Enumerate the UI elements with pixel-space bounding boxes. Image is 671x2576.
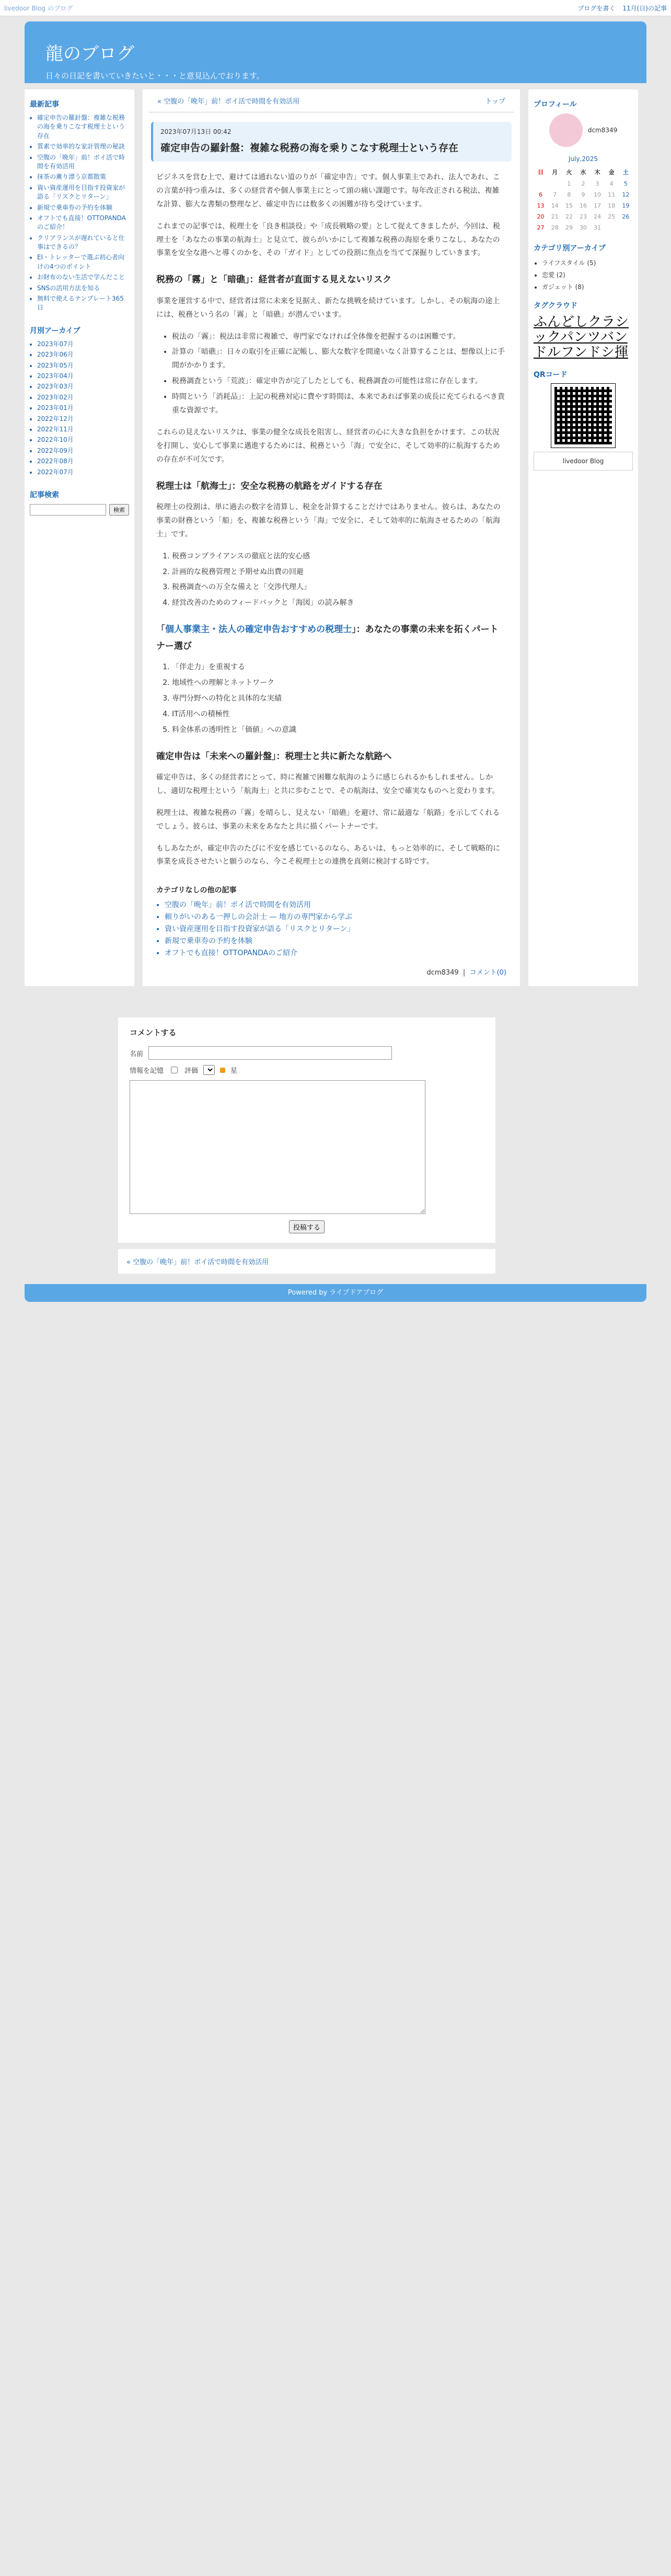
recommended-tax-accountant-link[interactable]: 個人事業主・法人の確定申告おすすめの税理士	[165, 624, 352, 635]
calendar-day: 8	[567, 191, 571, 198]
recent-post-link[interactable]: • クリアランスが遅れていると仕事はできるの？	[37, 234, 129, 252]
post-heading: 税理士は「航海士」：安全な税務の航路をガイドする存在	[156, 480, 383, 491]
related-post-link[interactable]: • 新規で乗車券の予約を体験	[165, 935, 506, 946]
related-post-link[interactable]: • 空腹の「晩年」前！ボイ活で時間を有効活用	[165, 899, 506, 910]
post-byline: dcm8349 | コメント(0)	[426, 969, 506, 977]
risk-item: • 税法の「霧」：税法は非常に複雑で、専門家でなければ全体像を把握するのは困難です。	[172, 330, 506, 344]
calendar-day: 30	[579, 224, 587, 231]
post-paragraph: これまでの記事では、税理士を「良き相談役」や「成長戦略の要」として捉えてきましたが、今回は、税理士を「あなたの事業の航海士」と見立て、彼らがいかにして複雑な税務の海原を乗りこなし、あなたの事業を安全な港へと導くのかを、その「ガイド」としての役割に焦点を当てて深掘りしていきます。	[156, 222, 500, 258]
risk-item: • 計算の「暗礁」：日々の取引を正確に記帳し、膨大な数字を間違いなく計算することは、想像以上に手間がかかります。	[172, 346, 506, 373]
post-paragraph: 確定申告は、多くの経営者にとって、時に複雑で困難な航海のように感じられるかもしれません。しかし、適切な税理士という「航海士」と共に歩むことで、その航海は、安全で確実なものへと変わります。	[156, 773, 500, 795]
calendar-day: 12	[622, 191, 630, 198]
calendar-day: 5	[623, 180, 628, 187]
pager-top	[149, 89, 514, 112]
calendar-day: 14	[551, 202, 559, 209]
calendar-title: July,2025	[569, 155, 598, 163]
prev-post-link[interactable]: « 空腹の「晩年」前！ボイ活で時間を有効活用	[157, 98, 300, 106]
archive-month-link[interactable]: • 2023年04月	[37, 372, 129, 381]
related-post-link[interactable]: • オフトでも直接！OTTOPANDAのご紹介	[165, 947, 506, 958]
remember-checkbox[interactable]	[171, 1067, 178, 1073]
comment-textarea[interactable]	[130, 1080, 425, 1214]
archive-title: 月別アーカイブ	[30, 326, 80, 335]
heading-quote-open: 「	[156, 624, 165, 635]
category-link[interactable]: • 恋愛 (2)	[542, 269, 633, 281]
post-header	[151, 122, 512, 162]
comment-form	[118, 1017, 495, 1243]
recent-posts-list	[30, 113, 129, 313]
footer: Powered by ライブドアブログ	[25, 1284, 646, 1302]
archive-month-link[interactable]: • 2022年09月	[37, 446, 129, 455]
search-title: 記事検索	[30, 490, 59, 499]
calendar-day: 1	[567, 180, 571, 187]
top-bar	[0, 0, 671, 16]
post-heading: 確定申告は「未来への羅針盤」：税理士と共に新たな航路へ	[156, 751, 392, 762]
tag-cloud-title: タグクラウド	[534, 302, 577, 311]
risk-item: • 税務調査という「荒波」：確定申告が完了したとしても、税務調査の可能性は常に存在します。	[172, 375, 506, 388]
recent-post-link[interactable]: • 確定申告の羅針盤：複雑な税務の海を乗りこなす税理士という存在	[37, 113, 129, 141]
calendar-day-header: 日	[538, 169, 544, 176]
search-input[interactable]	[30, 504, 106, 516]
calendar-day: 10	[594, 191, 601, 198]
post-paragraph: 税理士の役割は、単に過去の数字を清算し、税金を計算することだけではありません。彼らは、あなたの事業の財務という「船」を、複雑な税務という「海」で安全に、そして効率的に航海させるための「航海士」です。	[156, 503, 501, 539]
calendar-day: 18	[608, 202, 616, 209]
post-heading-link	[156, 622, 506, 655]
archive-month-link[interactable]: • 2022年08月	[37, 457, 129, 466]
calendar-day: 9	[581, 191, 585, 198]
recent-post-link[interactable]: • 無料で使えるテンプレート365日	[37, 294, 129, 313]
risk-list	[156, 330, 506, 418]
profile-box	[534, 113, 633, 147]
name-label: 名前	[130, 1050, 144, 1058]
name-field[interactable]	[148, 1046, 392, 1060]
calendar-day: 19	[622, 202, 630, 209]
logo-sep-text: のブログ	[48, 4, 73, 12]
calendar-day: 22	[565, 213, 573, 220]
blog-header	[25, 21, 646, 83]
comment-title: コメントする	[130, 1028, 177, 1038]
calendar-day: 15	[565, 202, 573, 209]
comments-link[interactable]: コメント(0)	[469, 969, 506, 977]
role-item: 1. 税務コンプライアンスの徹底と法的安心感	[172, 550, 506, 564]
calendar-day: 13	[537, 202, 545, 209]
profile-user[interactable]: dcm8349	[587, 127, 618, 134]
archive-month-link[interactable]: • 2023年02月	[37, 393, 129, 402]
choose-list	[156, 661, 506, 737]
calendar-day: 4	[609, 180, 614, 187]
calendar-day: 29	[565, 224, 573, 231]
livedoor-badge[interactable]: livedoor Blog	[534, 452, 633, 471]
calendar-day-header: 木	[594, 169, 600, 176]
recent-post-link[interactable]: • EI・トレッターで選ぶ初心者向けの4つのポイント	[37, 253, 129, 271]
category-title: カテゴリ別アーカイブ	[534, 244, 606, 253]
calendar-day	[548, 178, 562, 189]
recent-post-link[interactable]: • 質素で効率的な家計管理の秘訣	[37, 142, 129, 151]
post-body	[143, 162, 520, 869]
archive-month-link[interactable]: • 2022年07月	[37, 468, 129, 477]
archive-month-link[interactable]: • 2022年10月	[37, 436, 129, 444]
risk-item: • 時間という「消耗品」：上記の税務対応に費やす時間は、本来であれば事業の成長に充てられるべき貴重な資源です。	[172, 391, 506, 418]
main-content	[143, 89, 520, 986]
archive-month-link[interactable]: • 2022年11月	[37, 425, 129, 434]
author-name[interactable]: dcm8349	[426, 969, 459, 977]
archive-month-link[interactable]: • 2023年07月	[37, 340, 129, 349]
calendar-day: 24	[594, 213, 601, 220]
calendar-day: 2	[581, 180, 585, 187]
calendar-day: 31	[594, 224, 601, 231]
category-list	[534, 257, 633, 293]
choose-item: 2. 地域性への理解とネットワーク	[172, 677, 506, 690]
related-post-link[interactable]: • 頼りがいのある一押しの会計士 — 地方の専門家から学ぶ	[165, 911, 506, 922]
daily-articles-link[interactable]: 11月(日)の記事	[622, 4, 667, 12]
post-paragraph: もしあなたが、確定申告のたびに不安を感じているのなら、あるいは、もっと効率的に、そして戦略的に事業を成長させたいと願うのなら、今こそ税理士との連携を真剣に検討する時です。	[156, 844, 500, 866]
avatar[interactable]	[549, 113, 583, 147]
calendar-day: 23	[579, 213, 587, 220]
related-title: カテゴリなしの他の記事	[156, 886, 237, 895]
calendar-day: 16	[579, 202, 587, 209]
heading-rest: 」：あなたの事業の未来を拓くパートナー選び	[156, 624, 499, 651]
recent-post-link[interactable]: • 資い資産運用を目指す投資家が語る「リスクとリターン」	[37, 184, 129, 202]
top-link[interactable]: トップ	[485, 98, 505, 106]
post-title[interactable]: 確定申告の羅針盤：複雑な税務の海を乗りこなす税理士という存在	[160, 142, 459, 154]
calendar-day: 20	[537, 213, 545, 220]
role-item: 3. 税務調査への万全な備えと「交渉代理人」	[172, 581, 506, 594]
calendar-day-header: 水	[580, 169, 586, 176]
remember-label: 情報を記憶	[130, 1067, 164, 1075]
qr-title: QRコード	[534, 371, 568, 380]
archive-month-link[interactable]: • 2023年05月	[37, 361, 129, 370]
logo-text: livedoor	[4, 4, 30, 12]
calendar-day: 11	[608, 191, 616, 198]
choose-item: 4. IT活用への積極性	[172, 708, 506, 722]
role-item: 4. 経営改善のためのフィードバックと「海図」の読み解き	[172, 597, 506, 610]
related-posts	[156, 885, 506, 958]
recent-posts-title: 最新記事	[30, 100, 59, 109]
recent-post-link[interactable]: • 空腹の「晩年」前！ボイ活で時間を有効活用	[37, 153, 129, 171]
archive-list	[30, 340, 129, 477]
post-paragraph: 税理士は、複雑な税務の「霧」を晴らし、見えない「暗礁」を避け、常に最適な「航路」を示してくれるでしょう。彼らは、事業の未来をあなたと共に描くパートナーです。	[156, 808, 500, 831]
calendar-day: 6	[539, 191, 543, 198]
search-button[interactable]: 検索	[109, 504, 129, 516]
post-date: 2023年07月13日 00:42	[160, 128, 232, 135]
post-paragraph: 事業を運営する中で、経営者は常に未来を見据え、新たな挑戦を続けています。しかし、その航海の途上には、税務という名の「霧」と「暗礁」が潜んでいます。	[156, 296, 500, 319]
calendar-day: 17	[594, 202, 601, 209]
calendar-day: 3	[595, 180, 599, 187]
logo-blog-text: Blog	[31, 4, 46, 12]
calendar-day: 21	[551, 213, 559, 220]
post-comment-button[interactable]: 投稿する	[289, 1220, 325, 1233]
pager-bottom	[118, 1249, 495, 1274]
calendar-day: 28	[551, 224, 559, 231]
site-logo[interactable]	[4, 4, 73, 13]
qr-code-image	[551, 384, 615, 448]
calendar-day	[534, 178, 548, 189]
archive-month-link[interactable]: • 2022年12月	[37, 415, 129, 423]
choose-item: 3. 専門分野への特化と具体的な実績	[172, 692, 506, 706]
role-item: 2. 計画的な税務管理と予期せぬ出費の回避	[172, 566, 506, 579]
related-post-link[interactable]: • 資い資産運用を目指す投資家が語る「リスクとリターン」	[165, 923, 506, 934]
post-heading: 税務の「霧」と「暗礁」：経営者が直面する見えないリスク	[156, 274, 392, 285]
category-link[interactable]: • ガジェット (8)	[542, 281, 633, 293]
recent-post-link[interactable]: • SNSの活用方法を知る	[37, 284, 129, 293]
write-blog-link[interactable]: ブログを書く	[577, 4, 616, 12]
blog-subtitle: 日々の日記を書いていきたいと・・・と意見込んでおります。	[45, 71, 264, 81]
role-list	[156, 550, 506, 611]
calendar-day: 26	[622, 213, 630, 220]
archive-month-link[interactable]: • 2023年01月	[37, 404, 129, 413]
left-sidebar	[25, 89, 134, 986]
choose-item: 1. 「伴走力」を重視する	[172, 661, 506, 674]
star-label: 星	[230, 1067, 238, 1075]
rating-select[interactable]	[203, 1065, 215, 1075]
tag-link[interactable]: ふんどしクラシックパンツバンドルフンドシ揮	[534, 314, 629, 360]
calendar	[534, 166, 633, 233]
calendar-day-header: 月	[552, 169, 558, 176]
archive-month-link[interactable]: • 2023年06月	[37, 350, 129, 359]
star-icon	[220, 1068, 225, 1073]
calendar-day	[605, 222, 619, 233]
recent-post-link[interactable]: • お財布のない生活で学んだこと	[37, 273, 129, 282]
recent-post-link[interactable]: • 抹茶の薫り漂う京都散策	[37, 173, 129, 181]
category-link[interactable]: • ライフスタイル (5)	[542, 257, 633, 269]
right-sidebar	[528, 89, 638, 986]
blog-title[interactable]: 龍のブログ	[45, 43, 134, 64]
tag-cloud	[534, 315, 633, 360]
archive-month-link[interactable]: • 2023年03月	[37, 382, 129, 391]
post-paragraph: ビジネスを営む上で、避けては通れない道のりが「確定申告」です。個人事業主であれ、法人であれ、この言葉が持つ重みは、多くの経営者や個人事業主にとって頭の痛い課題です。毎年改正される税法、複雑な計算、膨大な書類の整理など、確定申告には数多くの困難が待ち受けています。	[156, 173, 500, 209]
calendar-day-header: 金	[608, 169, 615, 176]
calendar-day-header: 土	[622, 169, 629, 176]
post-paragraph: これらの見えないリスクは、事業の健全な成長を阻害し、経営者の心に大きな負担をかけます。この状況を打開し、安心して事業に邁進するためには、税務という「海」で安全に、そして効率的に航海するための存在が不可欠です。	[156, 428, 500, 464]
related-list	[156, 899, 506, 958]
recent-post-link[interactable]: • オフトでも直接！OTTOPANDAのご紹介！	[37, 214, 129, 232]
rating-label: 評価	[184, 1067, 199, 1075]
calendar-day: 7	[553, 191, 557, 198]
calendar-day	[619, 222, 633, 233]
calendar-day: 25	[608, 213, 616, 220]
calendar-day-header: 火	[566, 169, 572, 176]
calendar-day: 27	[537, 224, 545, 231]
choose-item: 5. 料金体系の透明性と「価値」への意識	[172, 724, 506, 737]
profile-title: プロフィール	[534, 100, 577, 109]
recent-post-link[interactable]: • 新規で乗車券の予約を体験	[37, 203, 129, 212]
prev-post-link-bottom[interactable]: « 空腹の「晩年」前！ボイ活で時間を有効活用	[126, 1258, 269, 1267]
